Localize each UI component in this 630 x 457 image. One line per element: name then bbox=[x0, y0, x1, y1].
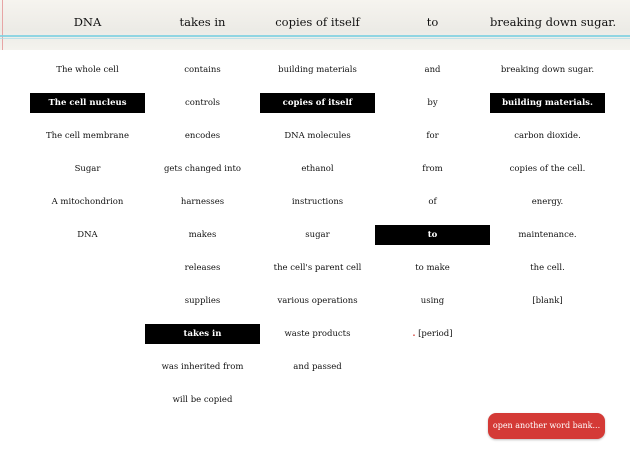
word-option[interactable] bbox=[375, 258, 490, 278]
word-option-label: harnesses bbox=[180, 197, 225, 207]
word-option[interactable] bbox=[375, 126, 490, 146]
word-option-label: the cell. bbox=[530, 263, 565, 273]
word-option-label: makes bbox=[188, 230, 217, 240]
word-option-label: sugar bbox=[305, 230, 330, 240]
word-option[interactable] bbox=[30, 192, 145, 212]
word-option[interactable] bbox=[490, 192, 605, 212]
word-option[interactable] bbox=[375, 291, 490, 311]
word-option-label: copies of itself bbox=[282, 98, 353, 108]
word-option-label: controls bbox=[184, 98, 221, 108]
word-option-label: to make bbox=[415, 263, 450, 273]
word-option-label: using bbox=[420, 296, 445, 306]
word-option[interactable] bbox=[145, 258, 260, 278]
sentence-slot-subject[interactable]: DNA bbox=[73, 15, 102, 29]
word-option[interactable] bbox=[490, 60, 605, 80]
word-option-label: for bbox=[426, 131, 439, 141]
word-option[interactable] bbox=[260, 324, 375, 344]
word-option-label: gets changed into bbox=[163, 164, 242, 174]
word-option[interactable] bbox=[375, 324, 490, 344]
word-option-label: was inherited from bbox=[161, 362, 244, 372]
word-option-label: The cell membrane bbox=[45, 131, 130, 141]
word-column-objects bbox=[260, 60, 375, 390]
word-option[interactable] bbox=[260, 291, 375, 311]
word-option-label: will be copied bbox=[172, 395, 233, 405]
word-option-label: A mitochondrion bbox=[51, 197, 124, 207]
word-option-label: carbon dioxide. bbox=[514, 131, 581, 141]
word-option-label: The whole cell bbox=[56, 65, 119, 75]
word-option-label: building materials. bbox=[502, 98, 593, 108]
word-option-label: Sugar bbox=[74, 164, 101, 174]
sentence-slot-verb[interactable]: takes in bbox=[179, 15, 226, 29]
word-option-label: releases bbox=[184, 263, 221, 273]
word-option[interactable] bbox=[30, 126, 145, 146]
word-option[interactable] bbox=[490, 291, 605, 311]
word-option[interactable] bbox=[145, 225, 260, 245]
margin-line bbox=[2, 0, 3, 50]
sentence-strip bbox=[0, 0, 630, 50]
word-option-label: copies of the cell. bbox=[509, 164, 586, 174]
word-option[interactable] bbox=[375, 192, 490, 212]
word-option-label: of bbox=[428, 197, 437, 207]
open-another-word-bank-button[interactable]: open another word bank... bbox=[488, 413, 605, 439]
word-option-label: [period] bbox=[418, 329, 453, 339]
word-option[interactable] bbox=[145, 192, 260, 212]
word-option[interactable] bbox=[490, 126, 605, 146]
sentence-slot-ending[interactable]: breaking down sugar. bbox=[490, 15, 617, 29]
word-option-selected[interactable] bbox=[375, 225, 490, 245]
word-option-selected[interactable] bbox=[145, 324, 260, 344]
word-column-verbs bbox=[145, 60, 260, 423]
word-option-label: various operations bbox=[277, 296, 358, 306]
word-option-label: takes in bbox=[183, 329, 222, 339]
word-option-label: by bbox=[427, 98, 438, 108]
word-option-label: contains bbox=[184, 65, 221, 75]
word-option[interactable] bbox=[260, 126, 375, 146]
period-marker: . bbox=[412, 329, 416, 339]
word-option[interactable] bbox=[145, 159, 260, 179]
word-option-label: supplies bbox=[184, 296, 221, 306]
word-option-label: energy. bbox=[531, 197, 564, 207]
word-option-label: from bbox=[422, 164, 443, 174]
word-option[interactable] bbox=[260, 357, 375, 377]
word-option[interactable] bbox=[260, 192, 375, 212]
word-option-label: The cell nucleus bbox=[48, 98, 127, 108]
word-option-selected[interactable] bbox=[260, 93, 375, 113]
word-option[interactable] bbox=[490, 159, 605, 179]
word-option[interactable] bbox=[375, 60, 490, 80]
word-option[interactable] bbox=[145, 60, 260, 80]
word-column-connectors bbox=[375, 60, 490, 357]
word-option-label: instructions bbox=[291, 197, 344, 207]
word-option[interactable] bbox=[145, 291, 260, 311]
word-option-label: to bbox=[427, 230, 438, 240]
word-option[interactable] bbox=[30, 225, 145, 245]
word-option-label: and passed bbox=[293, 362, 342, 372]
word-option[interactable] bbox=[490, 225, 605, 245]
word-option-label: DNA molecules bbox=[284, 131, 351, 141]
ruled-line-secondary bbox=[0, 38, 630, 39]
word-option-label: DNA bbox=[77, 230, 98, 240]
sentence-slot-object[interactable]: copies of itself bbox=[275, 15, 360, 29]
word-option[interactable] bbox=[260, 60, 375, 80]
word-option-label: ethanol bbox=[301, 164, 334, 174]
word-column-endings bbox=[490, 60, 605, 324]
word-option-label: maintenance. bbox=[518, 230, 577, 240]
word-option[interactable] bbox=[260, 225, 375, 245]
word-option-label: [blank] bbox=[532, 296, 563, 306]
word-option-label: encodes bbox=[184, 131, 221, 141]
word-option-label: building materials bbox=[278, 65, 357, 75]
ruled-line bbox=[0, 35, 630, 37]
word-option[interactable] bbox=[260, 258, 375, 278]
word-option-selected[interactable] bbox=[490, 93, 605, 113]
word-option[interactable] bbox=[30, 159, 145, 179]
word-option-label: waste products bbox=[284, 329, 351, 339]
word-option[interactable] bbox=[145, 390, 260, 410]
word-option-label: and bbox=[424, 65, 441, 75]
word-option[interactable] bbox=[30, 60, 145, 80]
word-option[interactable] bbox=[490, 258, 605, 278]
word-option-label: the cell's parent cell bbox=[273, 263, 362, 273]
word-option[interactable] bbox=[375, 93, 490, 113]
word-option-selected[interactable] bbox=[30, 93, 145, 113]
word-option[interactable] bbox=[145, 93, 260, 113]
word-column-subjects bbox=[30, 60, 145, 258]
sentence-slot-connector[interactable]: to bbox=[426, 15, 439, 29]
word-option[interactable] bbox=[375, 159, 490, 179]
word-option[interactable] bbox=[145, 126, 260, 146]
word-option[interactable] bbox=[145, 357, 260, 377]
word-option-label: breaking down sugar. bbox=[500, 65, 595, 75]
word-option[interactable] bbox=[260, 159, 375, 179]
